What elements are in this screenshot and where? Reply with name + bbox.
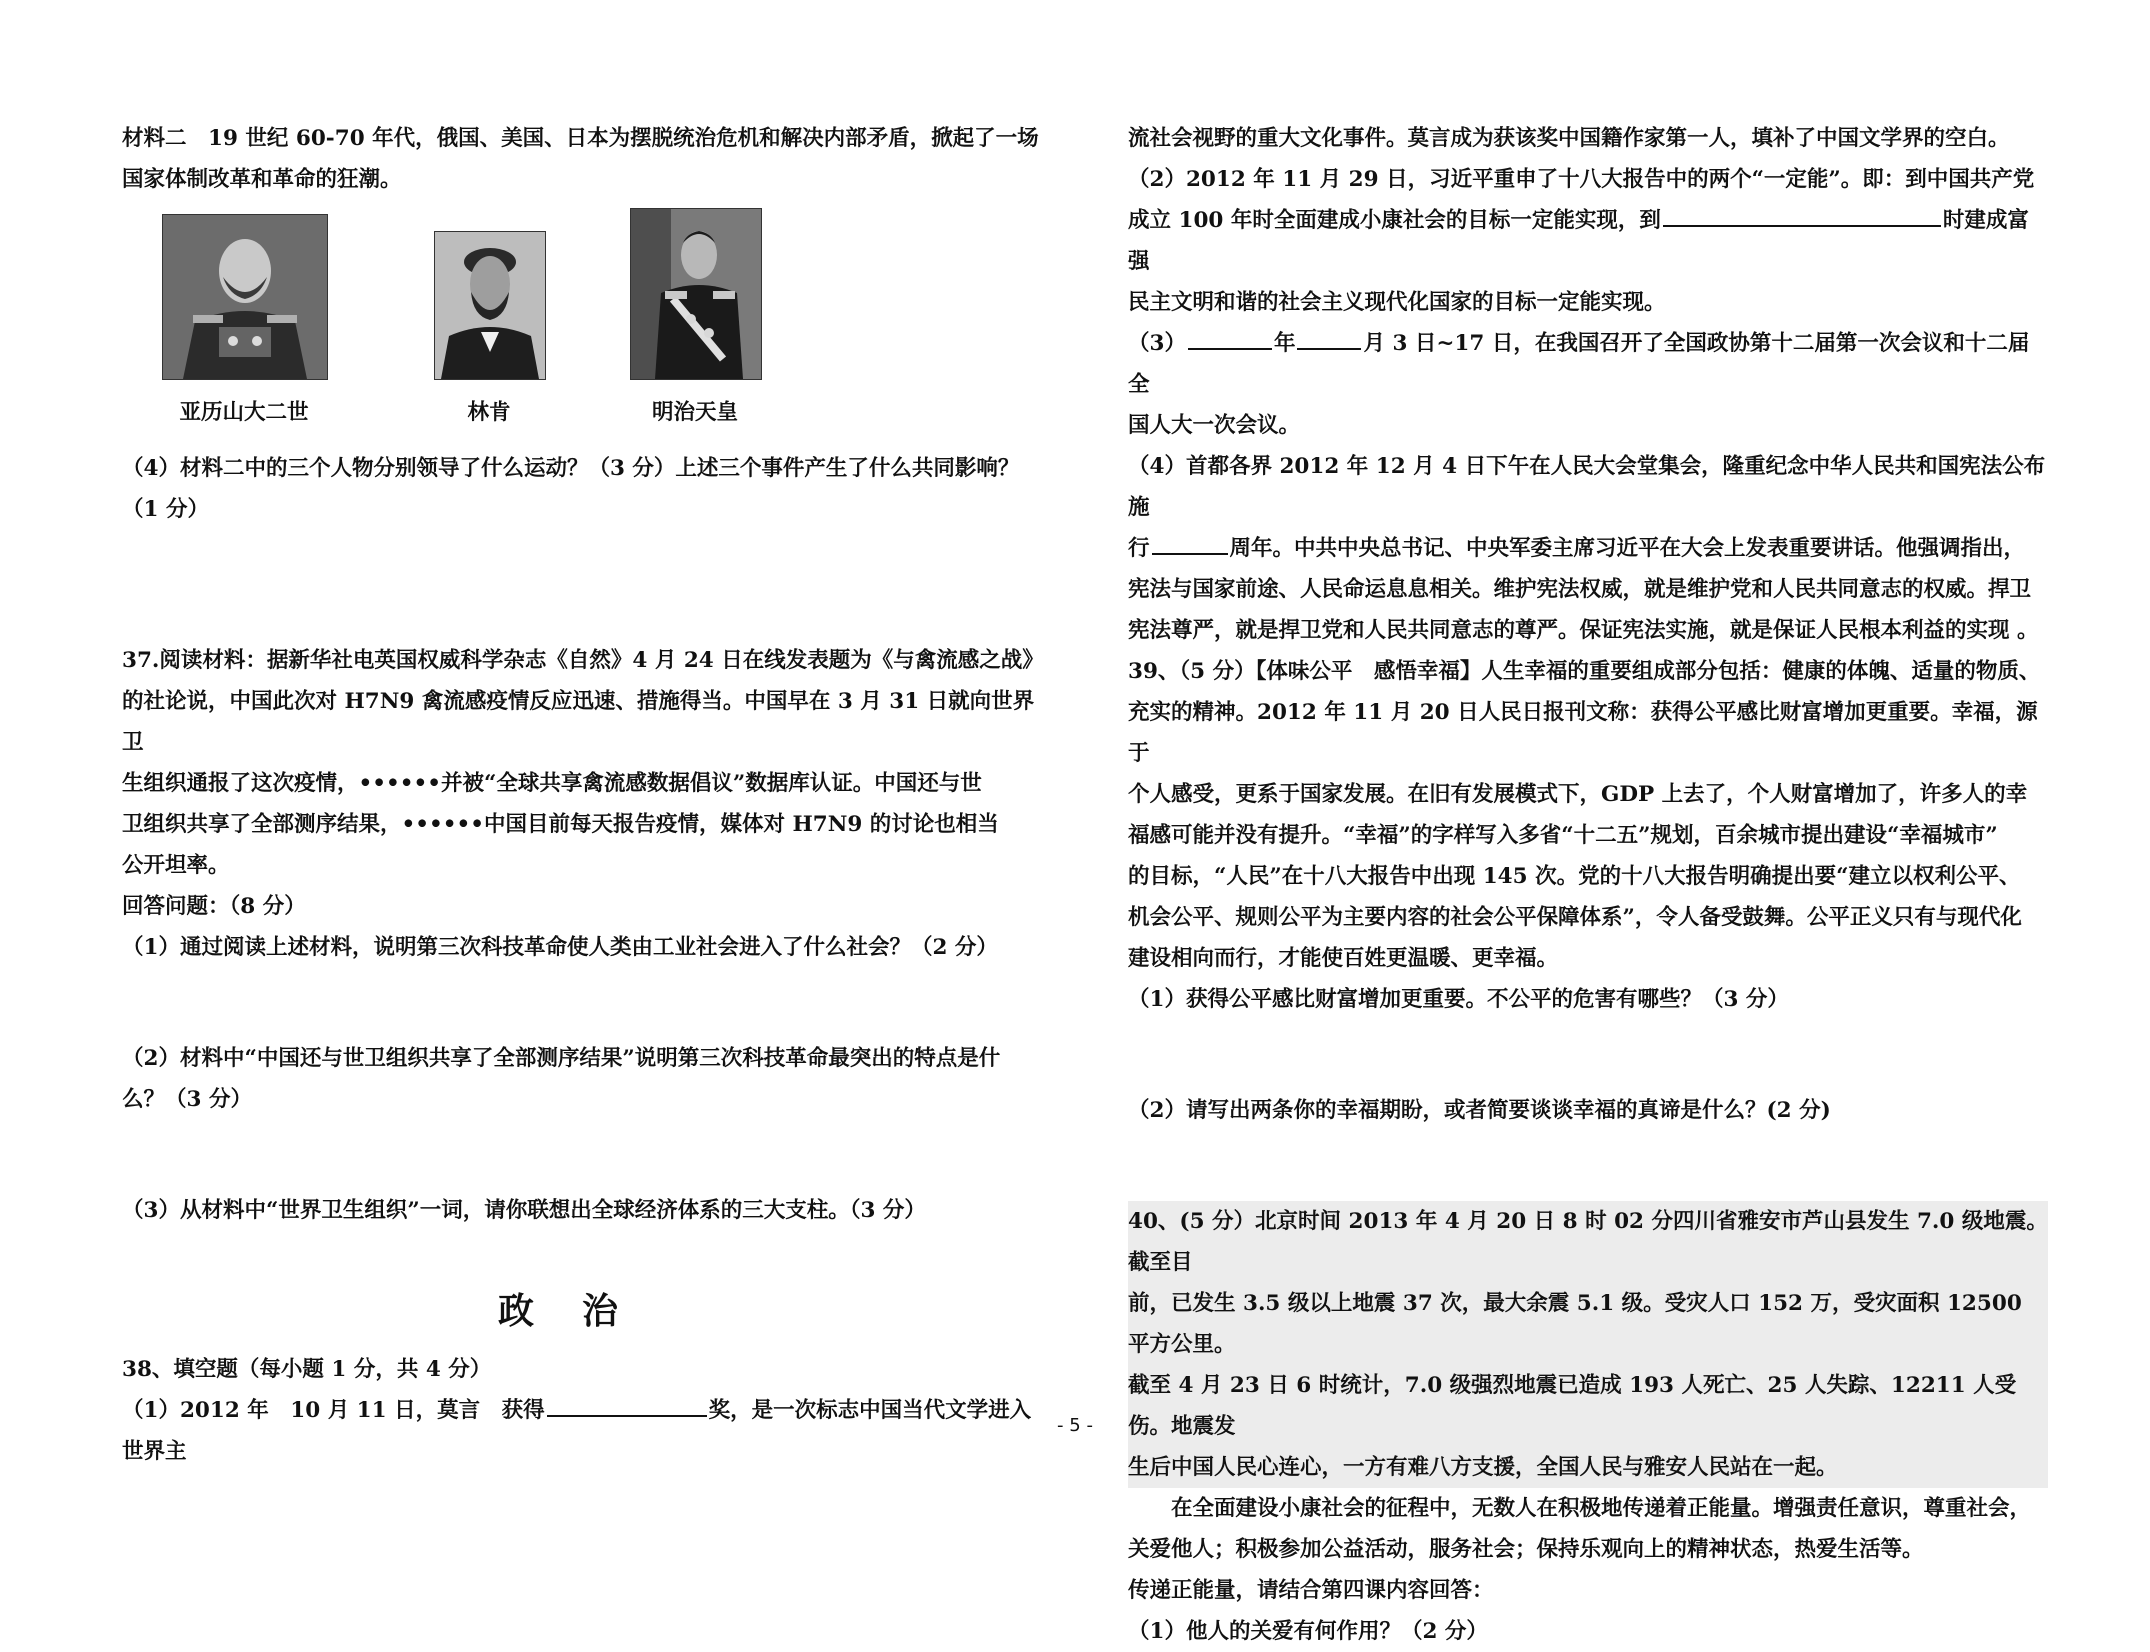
portrait-lincoln-image (435, 232, 545, 379)
q40-material-block (1128, 1201, 2048, 1488)
q40-line4: 生后中国人民心连心，一方有难八方支援，全国人民与雅安人民站在一起。 (1128, 1455, 1838, 1480)
q39-2: （2）请写出两条你的幸福期盼，或者简要谈谈幸福的真谛是什么？(2 分) (1128, 1098, 1831, 1123)
portrait-alexander-ii (162, 214, 328, 380)
q37-answer-prompt: 回答问题：（8 分） (122, 894, 306, 919)
caption-lincoln: 林肯 (467, 400, 511, 425)
q40-line2: 前，已发生 3.5 级以上地震 37 次，最大余震 5.1 级。受灾人口 152 万，受灾面积 12500 平方公里。 (1128, 1291, 2022, 1357)
q4-line1: （4）材料二中的三个人物分别领导了什么运动？（3 分）上述三个事件产生了什么共同影响？ (122, 456, 1020, 481)
q37-1: （1）通过阅读上述材料，说明第三次科技革命使人类由工业社会进入了什么社会？（2 分） (122, 935, 998, 960)
material2-line1: 材料二 19 世纪 60-70 年代，俄国、美国、日本为摆脱统治危机和解决内部矛盾，掀起了一场 (122, 126, 1039, 151)
q38-4-line4: 宪法尊严，就是捍卫党和人民共同意志的尊严。保证宪法实施，就是保证人民根本利益的实现 。 (1128, 618, 2039, 643)
q38-2-pre: 成立 100 年时全面建成小康社会的目标一定能实现，到 (1128, 208, 1661, 233)
q39-1: （1）获得公平感比财富增加更重要。不公平的危害有哪些？（3 分） (1128, 987, 1789, 1012)
q37-line2: 的社论说，中国此次对 H7N9 禽流感疫情反应迅速、措施得当。中国早在 3 月 31 日就向世界卫 (122, 689, 1035, 755)
q37-2-line1: （2）材料中“中国还与世卫组织共享了全部测序结果”说明第三次科技革命最突出的特点是什 (122, 1046, 1001, 1071)
answer-space (122, 968, 1042, 1038)
q39-line3: 个人感受，更系于国家发展。在旧有发展模式下，GDP 上去了，个人财富增加了，许多人的幸 (1128, 782, 2028, 807)
q38-1-cont: 流社会视野的重大文化事件。莫言成为获该奖中国籍作家第一人，填补了中国文学界的空白。 (1128, 126, 2010, 151)
q38-1-blank[interactable] (547, 1391, 707, 1417)
answer-space (1128, 1131, 2048, 1201)
q37-line5: 公开坦率。 (122, 853, 230, 878)
q4-line2: （1 分） (122, 497, 209, 522)
q37-line1: 37.阅读材料：据新华社电英国权威科学杂志《自然》4 月 24 日在线发表题为《与禽流感之战》 (122, 648, 1044, 673)
q38-4-line1: （4）首都各界 2012 年 12 月 4 日下午在人民大会堂集会，隆重纪念中华人民共和国宪法公布施 (1128, 454, 2046, 520)
q39-line5: 的目标，“人民”在十八大报告中出现 145 次。党的十八大报告明确提出要“建立以权利公平、 (1128, 864, 2021, 889)
q40-paragraph: 在全面建设小康社会的征程中，无数人在积极地传递着正能量。增强责任意识，尊重社会，关爱他人；积极参加公益活动，服务社会；保持乐观向上的精神状态，热爱生活等。 (1128, 1496, 2032, 1562)
answer-space (1128, 1020, 2048, 1090)
portrait-row (122, 208, 1042, 448)
caption-alexander-ii: 亚历山大二世 (179, 400, 309, 425)
q37-line4: 卫组织共享了全部测序结果，••••••中国目前每天报告疫情，媒体对 H7N9 的讨论也相当 (122, 812, 999, 837)
caption-meiji: 明治天皇 (651, 400, 738, 425)
q37-line3: 生组织通报了这次疫情，••••••并被“全球共享禽流感数据倡议”数据库认证。中国还与世 (122, 771, 982, 796)
q40-line3: 截至 4 月 23 日 6 时统计，7.0 级强烈地震已造成 193 人死亡、25 人失踪、12211 人受伤。地震发 (1128, 1373, 2017, 1439)
q38-4-blank[interactable] (1152, 529, 1228, 555)
q39-line6: 机会公平、规则公平为主要内容的社会公平保障体系”，令人备受鼓舞。公平正义只有与现代化 (1128, 905, 2022, 930)
answer-space (122, 1120, 1042, 1190)
q38-1-pre: （1）2012 年 10 月 11 日，莫言 获得 (122, 1398, 545, 1423)
q38-1-post: 奖，是一次标志中国当代文学进入世界主 (122, 1398, 1032, 1464)
q39-line1: 39、（5 分）【体味公平 感悟幸福】人生幸福的重要组成部分包括：健康的体魄、适量的物质、 (1128, 659, 2041, 684)
portrait-meiji-image (631, 209, 761, 379)
q37-3: （3）从材料中“世界卫生组织”一词，请你联想出全球经济体系的三大支柱。（3 分） (122, 1198, 926, 1223)
q38-2-line2 (1128, 200, 2048, 282)
q38-title: 38、填空题（每小题 1 分，共 4 分） (122, 1357, 492, 1382)
q39-line2: 充实的精神。2012 年 11 月 20 日人民日报刊文称：获得公平感比财富增加更重要。幸福，源于 (1128, 700, 2038, 766)
q38-3-a: （3） (1128, 331, 1186, 356)
portrait-alexander-ii-image (163, 215, 327, 379)
section-title: 政治 (497, 1290, 666, 1332)
q38-4-post: 周年。中共中央总书记、中央军委主席习近平在大会上发表重要讲话。他强调指出， (1229, 536, 2026, 561)
q38-4-line2 (1128, 528, 2048, 569)
answer-space (122, 530, 1042, 640)
portrait-meiji (630, 208, 762, 380)
q38-3-b: 年 (1273, 331, 1296, 356)
material2-line2: 国家体制改革和革命的狂潮。 (122, 167, 402, 192)
q38-4-line3: 宪法与国家前途、人民命运息息相关。维护宪法权威，就是维护党和人民共同意志的权威。捍卫 (1128, 577, 2032, 602)
q38-2-blank[interactable] (1663, 201, 1941, 227)
answer-space (122, 1231, 1042, 1269)
q38-2-line1: （2）2012 年 11 月 29 日，习近平重申了十八大报告中的两个“一定能”。即：到中国共产党 (1128, 167, 2035, 192)
q38-2-post: 时建成富强 (1128, 208, 2029, 274)
q40-1: （1）他人的关爱有何作用？（2 分） (1128, 1619, 1488, 1644)
portrait-lincoln (434, 231, 546, 380)
q39-line4: 福感可能并没有提升。“幸福”的字样写入多省“十二五”规划，百余城市提出建设“幸福城市” (1128, 823, 1998, 848)
q38-4-pre: 行 (1128, 536, 1150, 561)
q38-2-line3: 民主文明和谐的社会主义现代化国家的目标一定能实现。 (1128, 290, 1666, 315)
q37-2-line2: 么？（3 分） (122, 1087, 252, 1112)
q38-3-month-blank[interactable] (1297, 324, 1361, 350)
q38-3-line1 (1128, 323, 2048, 405)
q38-3-line2: 国人大一次会议。 (1128, 413, 1301, 438)
q40-line1: 40、(5 分）北京时间 2013 年 4 月 20 日 8 时 02 分四川省雅安市芦山县发生 7.0 级地震。截至目 (1128, 1209, 2048, 1275)
q39-line7: 建设相向而行，才能使百姓更温暖、更幸福。 (1128, 946, 1559, 971)
q38-3-year-blank[interactable] (1188, 324, 1272, 350)
q38-3-c: 月 3 日~17 日，在我国召开了全国政协第十二届第一次会议和十二届全 (1128, 331, 2030, 397)
q40-prompt: 传递正能量，请结合第四课内容回答： (1128, 1578, 1494, 1603)
left-column (122, 118, 1042, 1472)
page-number: - 5 - (1057, 1415, 1093, 1436)
